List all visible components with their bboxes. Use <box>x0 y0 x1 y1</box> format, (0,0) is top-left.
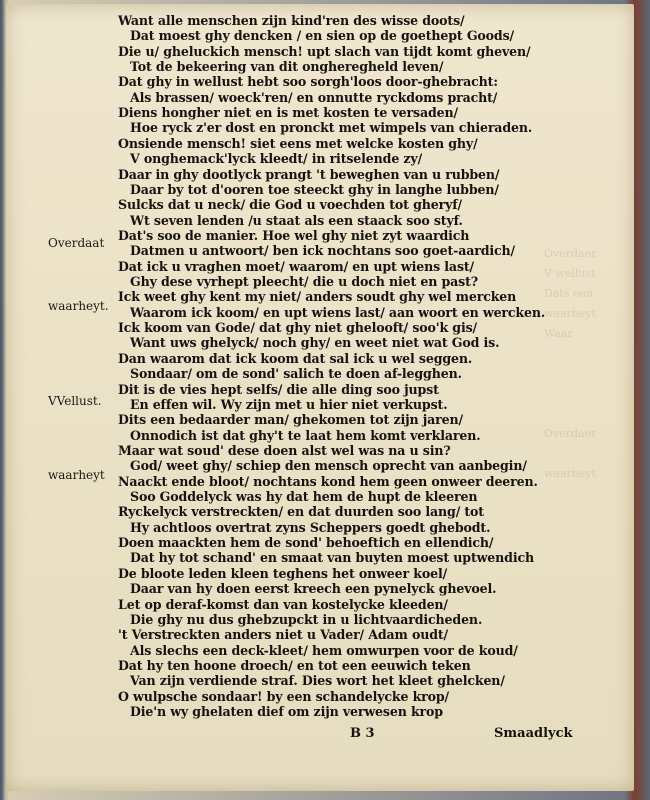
verse-line: Sulcks dat u neck/ die God u voechden tot gheryf/ <box>118 197 462 212</box>
verse-line: Die'n wy ghelaten dief om zijn verwesen krop <box>130 704 443 719</box>
verse-line: Sondaar/ om de sond' salich te doen af-legghen. <box>130 366 462 381</box>
verse-line: Als slechs een deck-kleet/ hem omwurpen voor de koud/ <box>130 643 518 658</box>
verse-line: Naackt ende bloot/ nochtans kond hem geen onweer deeren. <box>118 474 538 489</box>
verse-line: Daar in ghy dootlyck prangt 't beweghen van u rubben/ <box>118 167 500 182</box>
verse-line: Dat ick u vraghen moet/ waarom/ en upt wiens last/ <box>118 259 474 274</box>
verse-line: Want uws ghelyck/ noch ghy/ en weet niet wat God is. <box>130 335 500 350</box>
verse-line: Dat ghy in wellust hebt soo sorgh'loos door-ghebracht: <box>118 74 498 89</box>
show-through-line: Waar <box>544 327 573 340</box>
verse-line: Soo Goddelyck was hy dat hem de hupt de kleeren <box>130 489 478 504</box>
side-note-waarheyt: waarheyt. <box>48 299 109 313</box>
verse-line: 't Verstreckten anders niet u Vader/ Adam oudt/ <box>118 627 448 642</box>
verse-line: Ghy dese vyrhept pleecht/ die u doch niet en past? <box>130 274 479 289</box>
verse-line: Onnodich ist dat ghy't te laat hem komt verklaren. <box>130 428 481 443</box>
book-page <box>6 4 634 791</box>
signature-mark: B 3 <box>350 726 375 741</box>
verse-line: Dat hy ten hoone droech/ en tot een eeuwich teken <box>118 658 471 673</box>
verse-line: Dan waarom dat ick koom dat sal ick u wel seggen. <box>118 351 473 366</box>
show-through-line: waarheyt <box>544 467 597 480</box>
verse-line: En effen wil. Wy zijn met u hier niet verkupst. <box>130 397 448 412</box>
show-through-line: waarheyt <box>544 307 597 320</box>
show-through-line: V wellust <box>544 267 596 280</box>
verse-line: Onsiende mensch! siet eens met welcke kosten ghy/ <box>118 136 478 151</box>
verse-line: V onghemack'lyck kleedt/ in ritselende zy/ <box>130 151 423 166</box>
verse-line: Van zijn verdiende straf. Dies wort het kleet ghelcken/ <box>130 673 505 688</box>
verse-line: Dat's soo de manier. Hoe wel ghy niet zyt waardich <box>118 228 470 243</box>
verse-line: Ick koom van Gode/ dat ghy niet ghelooft/ soo'k gis/ <box>118 320 477 335</box>
verse-line: God/ weet ghy/ schiep den mensch oprecht van aanbegin/ <box>130 458 527 473</box>
verse-line: Doen maackten hem de sond' behoeftich en ellendich/ <box>118 535 494 550</box>
verse-line: Ryckelyck verstreckten/ en dat duurden soo lang/ tot <box>118 504 484 519</box>
verse-line: Want alle menschen zijn kind'ren des wisse doots/ <box>118 13 465 28</box>
verse-line: Diens hongher niet en is met kosten te versaden/ <box>118 105 458 120</box>
verse-line: Datmen u antwoort/ ben ick nochtans soo goet-aardich/ <box>130 243 515 258</box>
verse-line: Let op deraf-komst dan van kostelycke kleeden/ <box>118 597 448 612</box>
show-through-line: Dats een <box>544 287 594 300</box>
verse-line: Die ghy nu dus ghebzupckt in u lichtvaardicheden. <box>130 612 483 627</box>
verse-line: Dit is de vies hept selfs/ die alle ding soo jupst <box>118 382 439 397</box>
verse-line: Ick weet ghy kent my niet/ anders soudt ghy wel mercken <box>118 289 517 304</box>
verse-line: Hoe ryck z'er dost en pronckt met wimpels van chieraden. <box>130 120 533 135</box>
verse-line: Die u/ gheluckich mensch! upt slach van tijdt komt gheven/ <box>118 44 531 59</box>
verse-line: Dat hy tot schand' en smaat van buyten moest uptwendich <box>130 550 534 565</box>
verse-line: De bloote leden kleen teghens het onweer koel/ <box>118 566 448 581</box>
verse-line: Als brassen/ woeck'ren/ en onnutte ryckdoms pracht/ <box>130 90 498 105</box>
verse-line: O wulpsche sondaar! by een schandelycke krop/ <box>118 689 450 704</box>
verse-line: Dits een bedaarder man/ ghekomen tot zijn jaren/ <box>118 412 463 427</box>
verse-line: Maar wat soud' dese doen alst wel was na u sin? <box>118 443 451 458</box>
show-through-line: Overdaer <box>544 427 597 440</box>
verse-line: Hy achtloos overtrat zyns Scheppers goedt ghebodt. <box>130 520 491 535</box>
verse-line: Waarom ick koom/ en upt wiens last/ aan woort en wercken. <box>130 305 546 320</box>
verse-line: Wt seven lenden /u staat als een staack soo styf. <box>130 213 463 228</box>
verse-line: Daar van hy doen eerst kreech een pynelyck ghevoel. <box>130 581 497 596</box>
show-through-line: Overdaer <box>544 247 597 260</box>
side-note-waarheyt-2: waarheyt <box>48 468 105 482</box>
verse-line: Tot de bekeering van dit ongheregheld leven/ <box>130 59 444 74</box>
side-note-wellust: VVellust. <box>48 394 102 408</box>
side-note-overdaat: Overdaat <box>48 236 105 250</box>
verse-line: Daar by tot d'ooren toe steeckt ghy in langhe lubben/ <box>130 182 499 197</box>
catchword: Smaadlyck <box>494 726 573 741</box>
verse-line: Dat moest ghy dencken / en sien op de goethept Goods/ <box>130 28 514 43</box>
